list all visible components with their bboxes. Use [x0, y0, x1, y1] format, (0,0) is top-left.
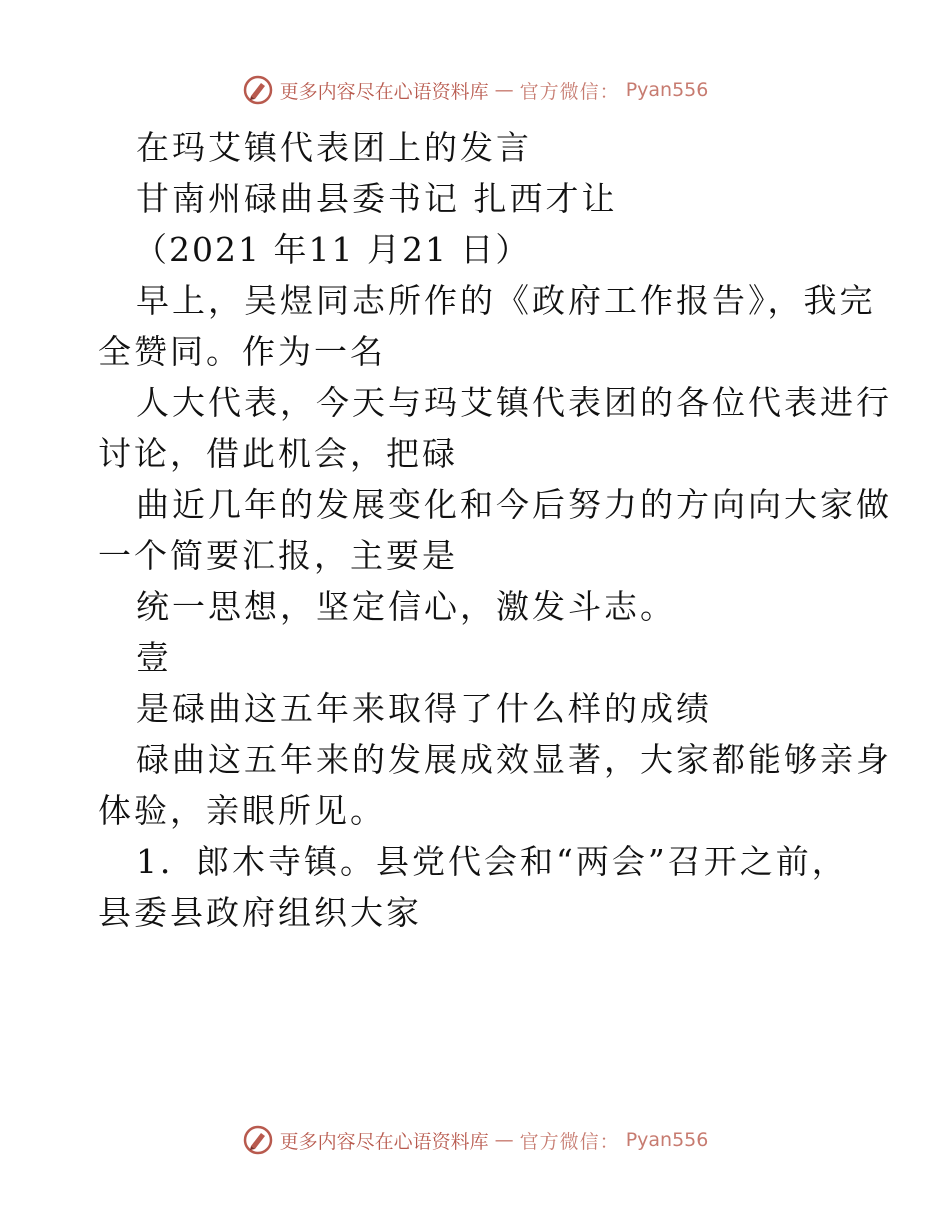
watermark-id: Pyan556 — [625, 79, 709, 101]
section-subheading: 是碌曲这五年来取得了什么样的成绩 — [136, 689, 712, 728]
text-line: 一个简要汇报，主要是 — [98, 536, 458, 575]
document-author: 甘南州碌曲县委书记 扎西才让 — [136, 179, 618, 218]
watermark-text: 更多内容尽在心语资料库 — [279, 80, 489, 103]
pen-seal-icon — [242, 1124, 274, 1156]
text-line: 曲近几年的发展变化和今后努力的方向向大家做 — [136, 485, 892, 524]
text-line: 1．郎木寺镇。县党代会和“两会”召开之前， — [136, 842, 848, 881]
document-title: 在玛艾镇代表团上的发言 — [136, 128, 532, 167]
text-line: 体验，亲眼所见。 — [98, 791, 386, 830]
watermark-id: Pyan556 — [625, 1129, 709, 1151]
watermark-separator: — — [494, 1129, 514, 1151]
text-line: 全赞同。作为一名 — [98, 332, 386, 371]
footer-watermark — [0, 1120, 950, 1160]
section-heading: 壹 — [136, 638, 172, 677]
text-line: 人大代表，今天与玛艾镇代表团的各位代表进行 — [136, 383, 892, 422]
pen-seal-icon — [242, 74, 274, 106]
text-line: 统一思想，坚定信心，激发斗志。 — [136, 587, 676, 626]
watermark-text: 更多内容尽在心语资料库 — [279, 1130, 489, 1153]
document-body — [98, 122, 892, 938]
watermark-separator: — — [494, 79, 514, 101]
text-line: 早上，吴煜同志所作的《政府工作报告》，我完 — [136, 281, 876, 320]
header-watermark — [0, 70, 950, 110]
watermark-label: 官方微信： — [519, 80, 620, 103]
text-line: 碌曲这五年来的发展成效显著，大家都能够亲身 — [136, 740, 892, 779]
watermark-label: 官方微信： — [519, 1130, 620, 1153]
document-date: （2021 年11 月21 日） — [134, 230, 531, 269]
text-line: 县委县政府组织大家 — [98, 893, 422, 932]
text-line: 讨论，借此机会，把碌 — [98, 434, 458, 473]
